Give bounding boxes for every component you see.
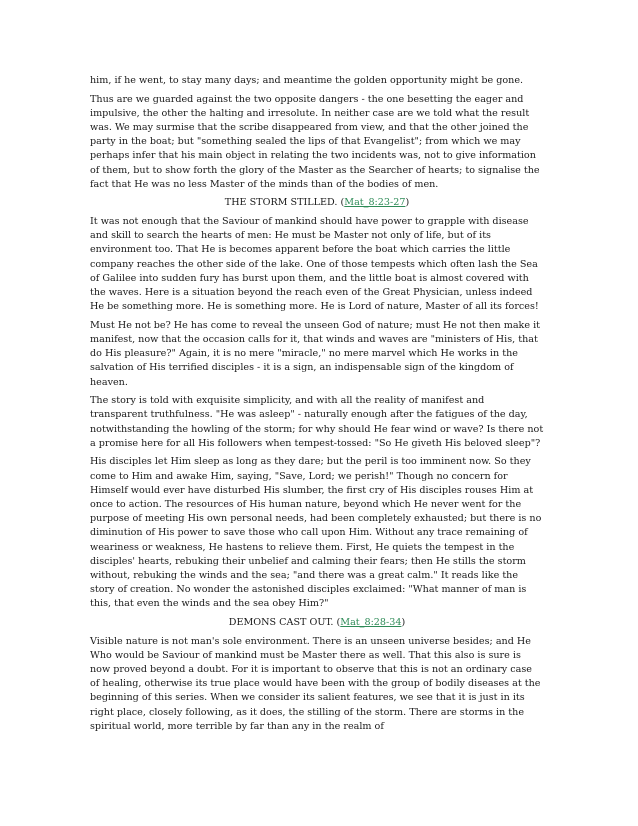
paragraph: him, if he went, to stay many days; and meantime the golden opportunity might be gone. [90, 75, 524, 86]
section-title: DEMONS CAST OUT. [228, 617, 334, 629]
scripture-reference-link[interactable]: Mat_8:28-34 [340, 617, 402, 629]
paragraph: Visible nature is not man's sole environment. There is an unseen universe besides; and He Who would be Saviour of mankind must be Master there as well. That this also is sure is now proved beyond a doubt. For it is important to observe that this is not an ordinary case of healing, otherwise its true place would have been with the group of bodily diseases at the beginning of this series. When we consider its salient features, we see that it is just in its right place, closely following, as it does, the stilling of the storm. There are storms in the spiritual world, more terrible by far than any in the realm of [90, 635, 541, 732]
paragraph: It was not enough that the Saviour of mankind should have power to grapple with disease and skill to search the hearts of men: He must be Master not only of life, but of its environment too. That He is becomes apparent before the boat which carries the little company reaches the other side of the lake. One of those tempests which often lash the Sea of Galilee into sudden fury has burst upon them, and the little boat is almost covered with the waves. Here is a situation beyond the reach even of the Great Physician, unless indeed He be something more. He is something more. He is Lord of nature, Master of all its forces! [90, 216, 539, 313]
paragraph: The story is told with exquisite simplicity, and with all the reality of manifest and transparent truthfulness. "He was asleep" - naturally enough after the fatigues of the day, notwithstanding the howling of the storm; for why should He fear wind or wave? Is there not a promise here for all His followers when tempest-tossed: "So He giveth His beloved sleep"? [90, 395, 544, 449]
section-heading-demons-cast-out: DEMONS CAST OUT. (Mat_8:28-34) [228, 617, 406, 629]
paragraph: Thus are we guarded against the two opposite dangers - the one besetting the eager and impulsive, the other the halting and irresolute. In neither case are we told what the result was. We may surmise that the scribe disappeared from view, and that the other joined the party in the boat; but "something sealed the lips of that Evangelist"; from which we may perhaps infer that his main object in relating the two incidents was, not to give information of them, but to show forth the glory of the Master as the Searcher of hearts; to signalise the fact that He was no less Master of the minds than of the bodies of men. [90, 93, 540, 190]
paragraph: His disciples let Him sleep as long as they dare; but the peril is too imminent now. So they come to Him and awake Him, saying, "Save, Lord; we perish!" Though no concern for Himself would ever have disturbed His slumber, the first cry of His disciples rouses Him at once to action. The resources of His human nature, beyond which He never went for the purpose of meeting His own personal needs, had been completely exhausted; but there is no diminution of His power to save those who call upon Him. Without any trace remaining of weariness or weakness, He hastens to relieve them. First, He quiets the tempest in the disciples' hearts, rebuking their unbelief and calming their fears; then He stills the storm without, rebuking the winds and the sea; "and there was a great calm." It reads like the story of creation. No wonder the astonished disciples exclaimed: "What manner of man is this, that even the winds and the sea obey Him?" [90, 456, 542, 610]
section-title: THE STORM STILLED. [224, 197, 338, 209]
section-heading-storm-stilled: THE STORM STILLED. (Mat_8:23-27) [224, 197, 410, 209]
scripture-reference-link[interactable]: Mat_8:23-27 [344, 197, 406, 209]
paragraph: Must He not be? He has come to reveal the unseen God of nature; must He not then make it manifest, now that the occasion calls for it, that winds and waves are "ministers of His, that do His pleasure?" Again, it is no mere "miracle," no mere marvel which He works in the salvation of His terrified disciples - it is a sign, an indispensable sign of the kingdom of heaven. [90, 319, 541, 388]
document-page [90, 74, 544, 738]
